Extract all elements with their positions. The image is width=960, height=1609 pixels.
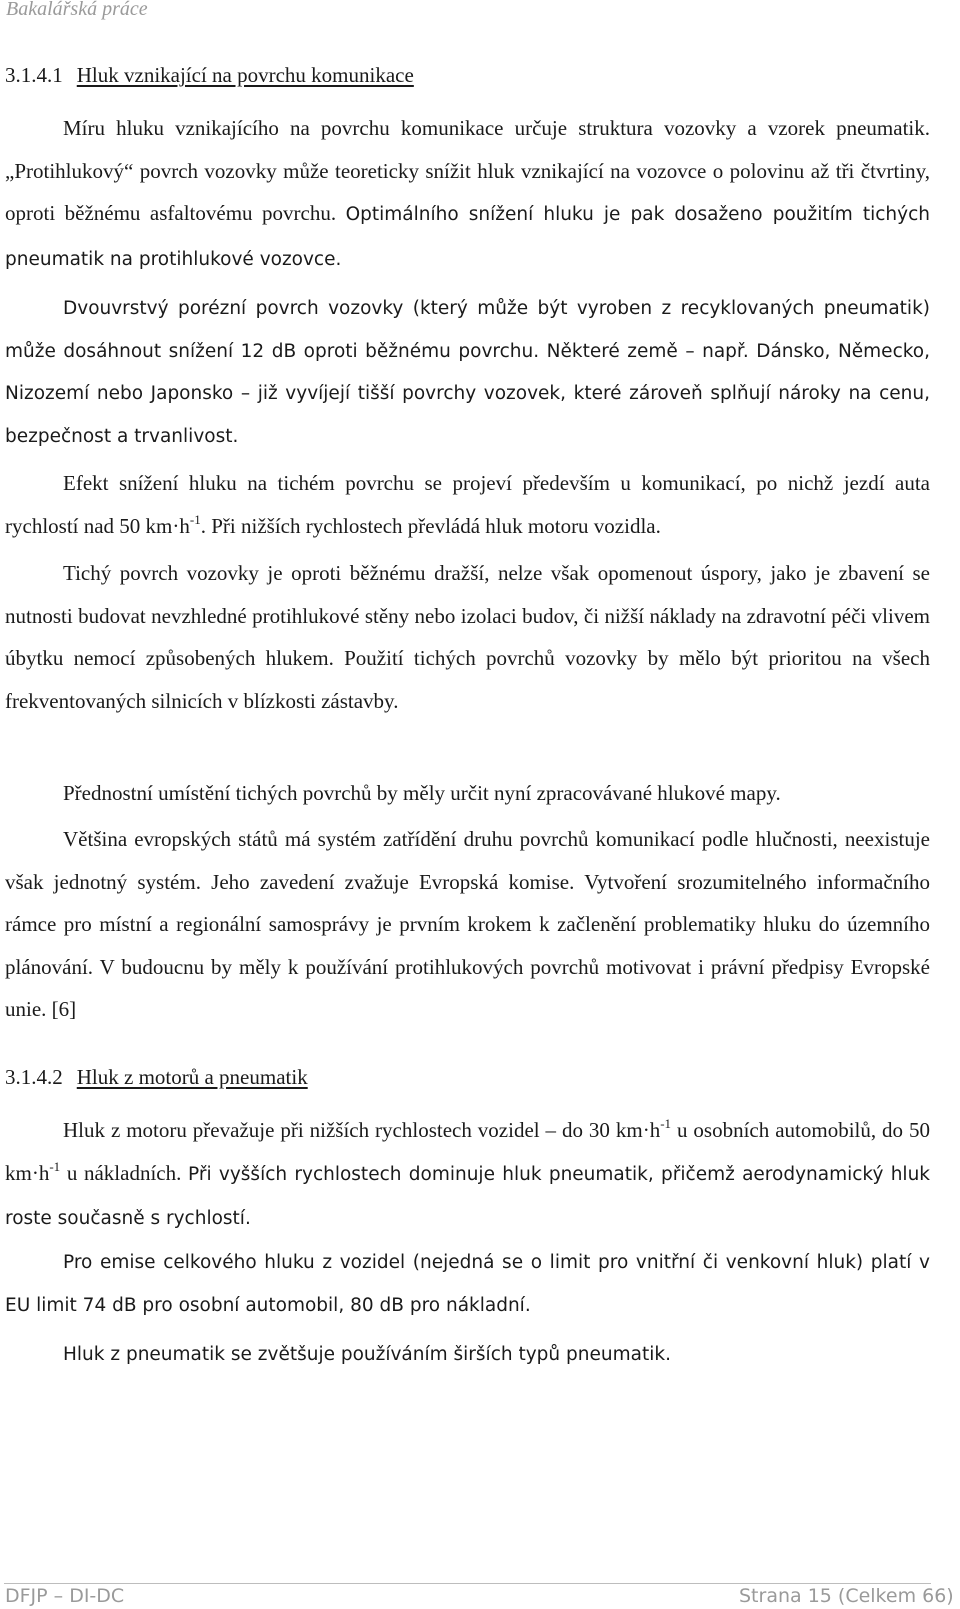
paragraph-text: Míru hluku vznikajícího na povrchu komunikace určuje struktura vozovky a vzorek pneumatik. „Protihlukový“ povrch vozovky může teoreticky snížit hluk vznikající na vozovce o polovinu až tři čtvrtiny, oproti běžnému asfaltovému povrchu. [5,116,930,225]
paragraph [5,462,930,547]
paragraph [5,107,930,281]
section-heading-3-1-4-1 [5,63,414,88]
paragraph-text-sans: Optimálního snížení hluku je pak dosaženo použitím tichých pneumatik na protihlukové vozovce. [5,204,930,270]
paragraph: Tichý povrch vozovky je oproti běžnému dražší, nelze však opomenout úspory, jako je zbavení se nutnosti budovat nevzhledné protihlukové stěny nebo izolaci budov, či nižší náklady na zdravotní péči vlivem úbytku nemocí způsobených hlukem. Použití tichých povrchů vozovky by mělo být prioritou na všech frekventovaných silnicích v blízkosti zástavby. [5,561,930,713]
running-header: Bakalářská práce [6,0,148,20]
superscript: -1 [49,1158,61,1174]
footer-divider [4,1583,931,1584]
footer-left: DFJP – DI-DC [5,1585,125,1607]
superscript: -1 [660,1116,672,1131]
paragraph-text: Efekt snížení hluku na tichém povrchu se projeví především u komunikací, po nichž jezdí auta rychlostí nad 50 km·h [5,471,930,538]
footer-page-number: Strana 15 (Celkem 66) [739,1585,954,1607]
section-number: 3.1.4.1 [5,63,63,87]
section-title: Hluk vznikající na povrchu komunikace [76,63,414,87]
superscript: -1 [189,511,201,527]
section-title: Hluk z motorů a pneumatik [76,1065,308,1089]
paragraph: Hluk z pneumatik se zvětšuje používáním širších typů pneumatik. [63,1344,671,1365]
paragraph-text-sans: Při vyšších rychlostech dominuje hluk pneumatik, přičemž aerodynamický hluk roste současně s rychlostí. [5,1163,931,1229]
paragraph-text: Hluk z motoru převažuje při nižších rychlostech vozidel – do 30 km·h [63,1118,661,1142]
section-number: 3.1.4.2 [5,1065,63,1089]
section-heading-3-1-4-2 [5,1065,308,1090]
paragraph-text: u osobních automobilů, do 50 km·h [5,1118,930,1185]
paragraph [5,1109,930,1241]
paragraph-text: . Při nižších rychlostech převládá hluk motoru vozidla. [200,513,661,538]
paragraph: Dvouvrstvý porézní povrch vozovky (který může být vyroben z recyklovaných pneumatik) může dosáhnout snížení 12 dB oproti běžnému povrchu. Některé země – např. Dánsko, Německo, Nizozemí nebo Japonsko – již vyvíjejí tišší povrchy vozovek, které zároveň splňují nároky na cenu, bezpečnost a trvanlivost. [5,298,930,447]
paragraph: Přednostní umístění tichých povrchů by měly určit nyní zpracovávané hlukové mapy. [63,781,781,805]
paragraph-text: u nákladních. [60,1160,189,1185]
paragraph: Pro emise celkového hluku z vozidel (nejedná se o limit pro vnitřní či venkovní hluk) platí v EU limit 74 dB pro osobní automobil, 80 dB pro nákladní. [5,1252,930,1316]
paragraph: Většina evropských států má systém zatřídění druhu povrchů komunikací podle hlučnosti, neexistuje však jednotný systém. Jeho zavedení zvažuje Evropská komise. Vytvoření srozumitelného informačního rámce pro místní a regionální samosprávy je prvním krokem k začlenění problematiky hluku do územního plánování. V budoucnu by měly k používání protihlukových povrchů motivovat i právní předpisy Evropské unie. [6] [5,827,930,1021]
